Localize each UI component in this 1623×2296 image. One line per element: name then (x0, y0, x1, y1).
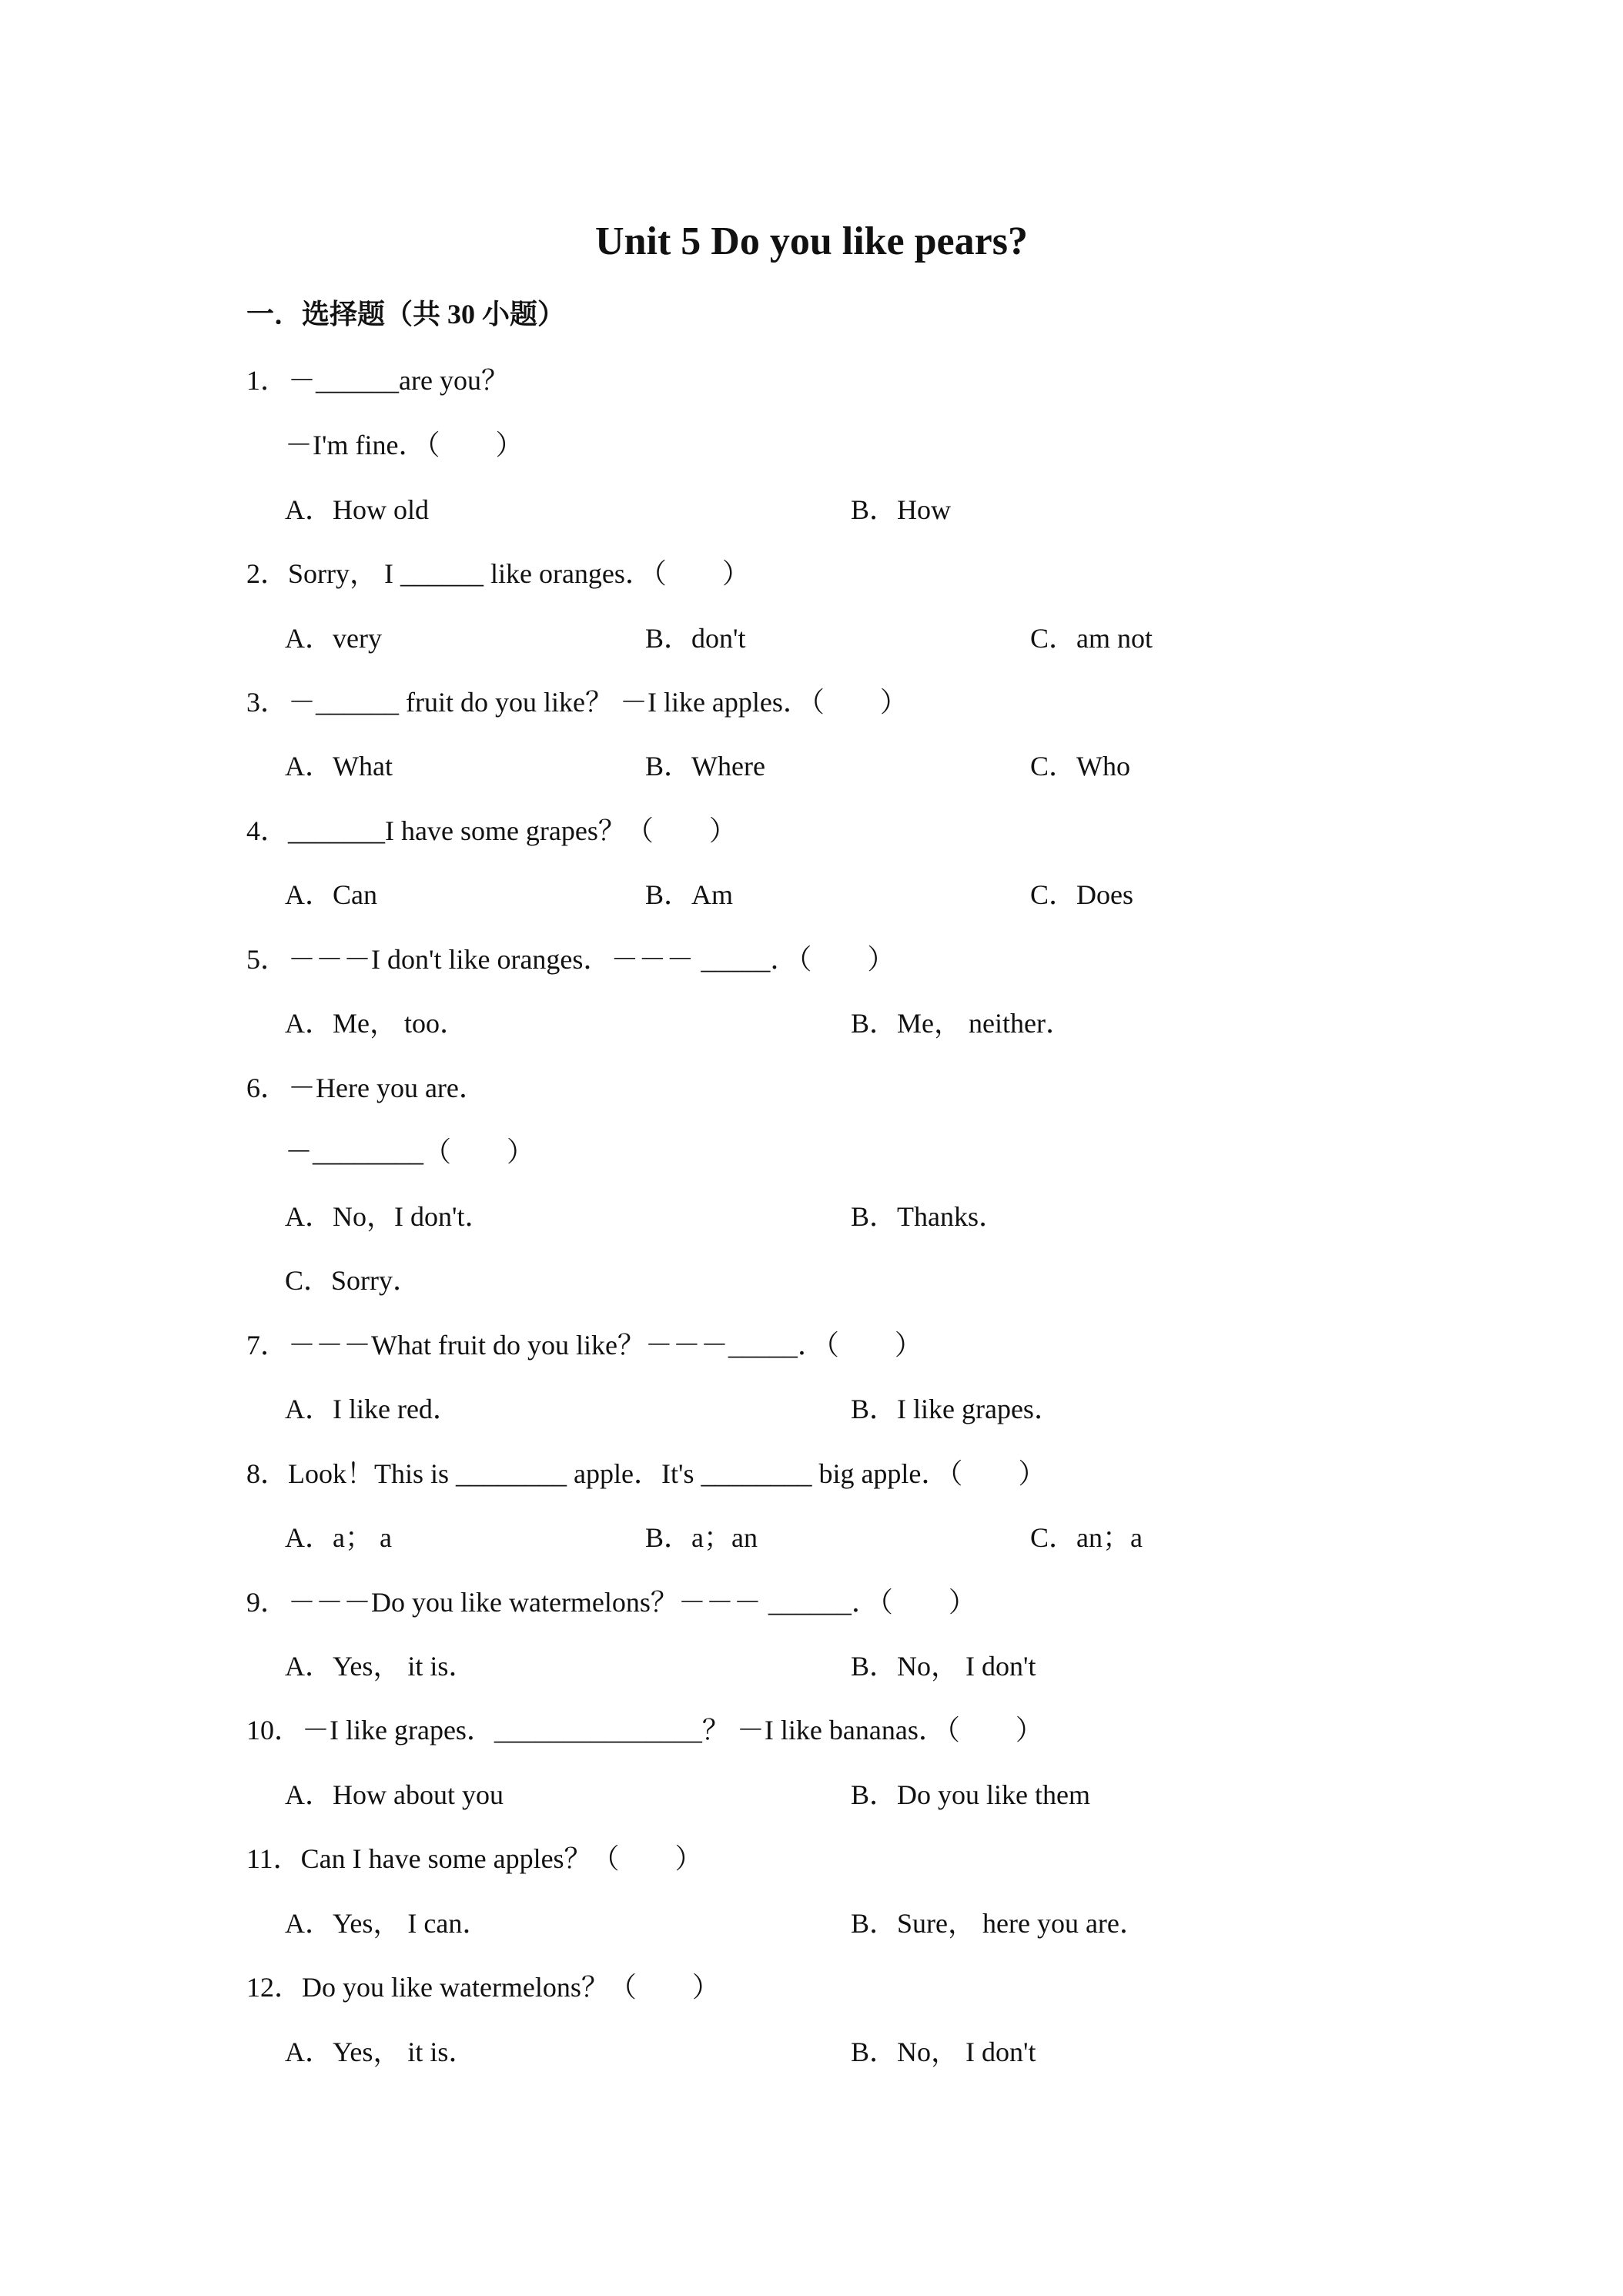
question-3-stem: 3．－______ fruit do you like？ －I like apples．（ ） (246, 687, 908, 718)
question-11-option-b: B．Sure， here you are． (851, 1908, 1147, 1939)
question-12-stem: 12．Do you like watermelons？（ ） (246, 1972, 720, 2003)
question-2-option-a: A．very (285, 623, 382, 654)
question-11-option-a: A．Yes， I can． (285, 1908, 490, 1939)
question-3-option-c: C．Who (1030, 751, 1130, 782)
question-10-stem: 10．－I like grapes．_______________？ －I like bananas．（ ） (246, 1715, 1043, 1745)
question-10-option-a: A．How about you (285, 1779, 504, 1810)
question-2-option-c: C．am not (1030, 623, 1153, 654)
question-1-stem: 1．－______are you？ (246, 365, 509, 396)
question-10-option-b: B．Do you like them (851, 1779, 1090, 1810)
question-11-stem: 11．Can I have some apples？（ ） (246, 1843, 703, 1874)
question-12-option-b: B．No， I don't (851, 2037, 1036, 2067)
question-6-stem: 6．－Here you are． (246, 1073, 487, 1103)
question-5-stem: 5．－－－I don't like oranges．－－－ _____．（ ） (246, 944, 895, 975)
question-1-option-b: B．How (851, 494, 952, 525)
question-4-option-a: A．Can (285, 879, 377, 910)
question-6-option-a: A．No，I don't． (285, 1201, 493, 1232)
question-8-stem: 8．Look！This is ________ apple．It's ________ big apple．（ ） (246, 1458, 1046, 1489)
question-9-option-a: A．Yes， it is． (285, 1651, 477, 1682)
question-3-option-a: A．What (285, 751, 393, 782)
question-2-option-b: B．don't (645, 623, 746, 654)
question-3-option-b: B．Where (645, 751, 765, 782)
question-7-option-b: B．I like grapes． (851, 1394, 1062, 1424)
page-title: Unit 5 Do you like pears? (595, 219, 1028, 263)
question-5-option-b: B．Me， neither． (851, 1008, 1073, 1039)
question-2-stem: 2．Sorry， I ______ like oranges．（ ） (246, 558, 750, 589)
question-9-option-b: B．No， I don't (851, 1651, 1036, 1682)
question-6-response: －________（ ） (285, 1136, 535, 1167)
question-8-option-c: C．an；a (1030, 1522, 1143, 1553)
question-8-option-b: B．a；an (645, 1522, 758, 1553)
question-5-option-a: A．Me， too． (285, 1008, 467, 1039)
section-heading: 一．选择题（共 30 小题） (246, 299, 566, 330)
question-7-option-a: A．I like red． (285, 1394, 460, 1424)
question-4-option-c: C．Does (1030, 879, 1133, 910)
question-1-option-a: A．How old (285, 494, 429, 525)
question-7-stem: 7．－－－What fruit do you like？－－－_____．（ ） (246, 1330, 922, 1361)
question-12-option-a: A．Yes， it is． (285, 2037, 477, 2067)
question-8-option-a: A．a； a (285, 1522, 392, 1553)
question-6-option-b: B．Thanks． (851, 1201, 1006, 1232)
question-1-response: －I'm fine．（ ） (285, 430, 524, 460)
question-4-stem: 4．_______I have some grapes？（ ） (246, 815, 737, 846)
question-9-stem: 9．－－－Do you like watermelons？－－－ ______．（ ） (246, 1587, 976, 1618)
question-4-option-b: B．Am (645, 879, 734, 910)
question-6-option-c: C．Sorry． (285, 1265, 421, 1296)
